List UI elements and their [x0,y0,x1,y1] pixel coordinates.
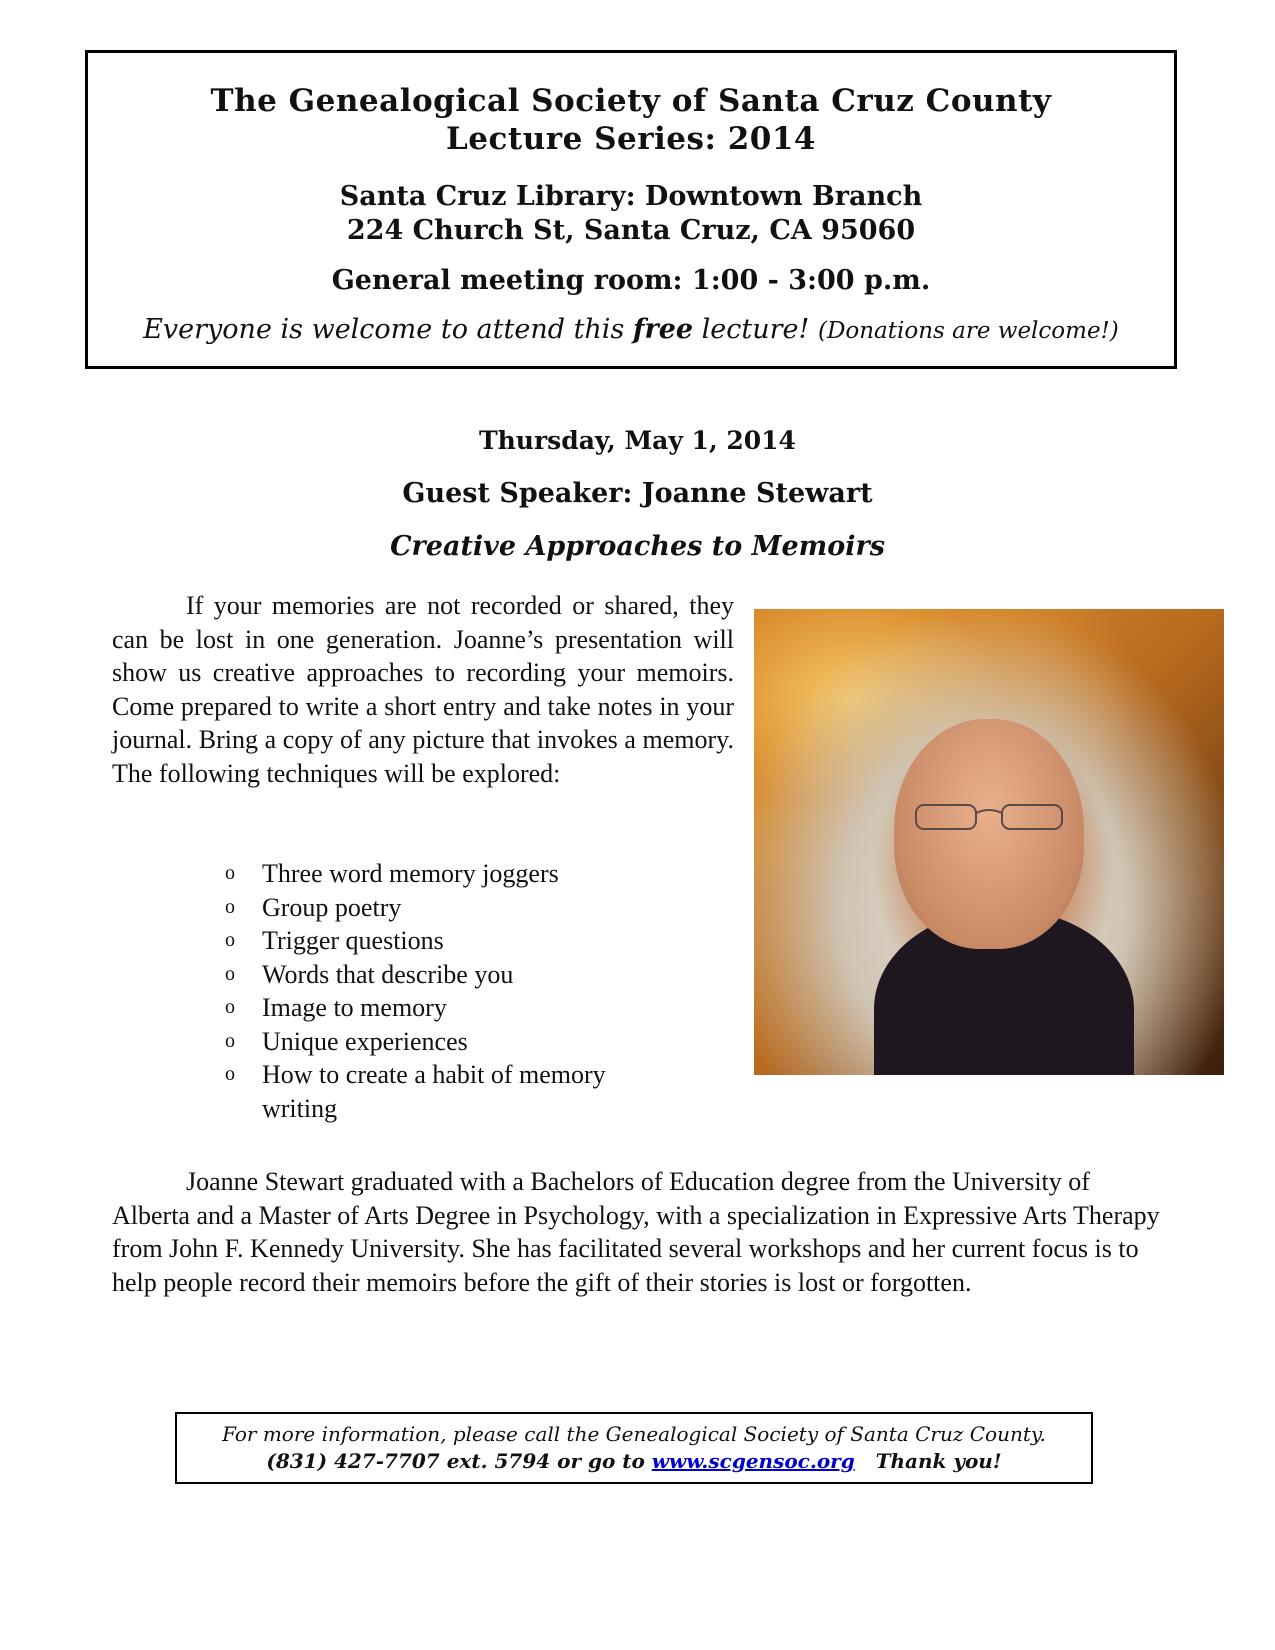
intro-paragraph: If your memories are not recorded or shared, they can be lost in one generation. Joanne’s presentation will show us creative approaches to recording your memoirs. Come prepared to write a short entry and take notes in your journal. Bring a copy of any picture that invokes a memory. The following techniques will be explored: [112,591,734,788]
venue: Santa Cruz Library: Downtown Branch [339,181,923,212]
technique-item [222,891,662,925]
event-date: Thursday, May 1, 2014 [479,426,796,455]
technique-item [222,958,662,992]
technique-label: Image to memory [262,993,447,1022]
talk-title: Creative Approaches to Memoirs [390,531,885,562]
technique-item [222,857,662,891]
technique-label: Three word memory joggers [262,859,559,888]
footer-spacer [855,1449,876,1473]
bullet-icon: o [225,996,235,1018]
technique-item [222,924,662,958]
technique-item [222,1058,662,1125]
glasses-icon [912,799,1066,833]
techniques-list [222,857,662,1125]
bullet-icon: o [225,862,235,884]
speaker-photo [754,609,1224,1075]
bio-paragraph: Joanne Stewart graduated with a Bachelors of Education degree from the University of Alberta and a Master of Arts Degree in Psychology, with a specialization in Expressive Arts Therapy from John F. Kennedy University. She has facilitated several workshops and her current focus is to help people record their memoirs before the gift of their stories is lost or forgotten. [112,1167,1160,1297]
welcome-suffix: lecture! [693,314,818,345]
welcome-line [88,314,1174,345]
bullet-icon: o [225,929,235,951]
technique-label: Group poetry [262,892,402,922]
donations-note: (Donations are welcome!) [817,318,1119,344]
series-title: Lecture Series: 2014 [445,121,816,157]
welcome-prefix: Everyone is welcome to attend this [143,314,633,345]
footer-info: For more information, please call the Genealogical Society of Santa Cruz County. [222,1422,1046,1446]
room-time: General meeting room: 1:00 - 3:00 p.m. [331,265,931,296]
technique-item [222,1025,662,1059]
org-title: The Genealogical Society of Santa Cruz County [210,83,1052,119]
technique-label: Trigger questions [262,926,444,955]
bullet-icon: o [225,1063,235,1085]
technique-label: Unique experiences [262,1026,468,1056]
address: 224 Church St, Santa Cruz, CA 95060 [346,215,916,246]
technique-item [222,991,662,1025]
website-link[interactable]: www.scgensoc.org [651,1449,855,1473]
bullet-icon: o [225,895,235,918]
technique-label: Words that describe you [262,959,514,989]
footer-thanks: Thank you! [875,1449,1002,1473]
guest-speaker: Guest Speaker: Joanne Stewart [402,478,873,509]
footer-box [175,1412,1093,1484]
bullet-icon: o [225,962,235,985]
photo-face [894,719,1084,949]
footer-contact [177,1449,1091,1473]
welcome-free: free [632,314,694,345]
footer-phone: (831) 427-7707 ext. 5794 or go to [266,1449,652,1473]
header-box [85,50,1177,369]
technique-label: How to create a habit of memory writing [262,1060,606,1123]
bullet-icon: o [225,1029,235,1052]
